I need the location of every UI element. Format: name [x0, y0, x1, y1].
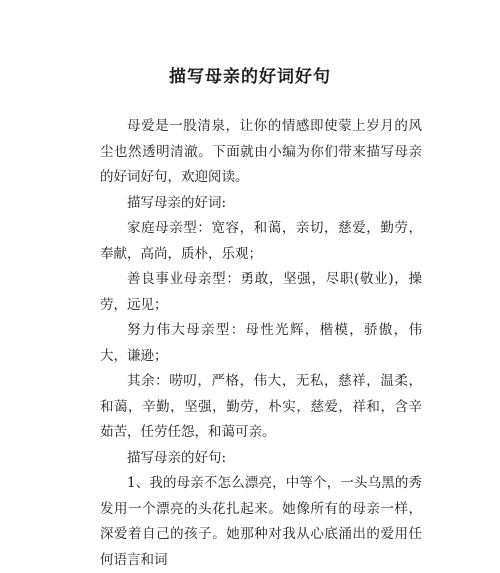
paragraph-career-mother: 善良事业母亲型：勇敢，坚强，尽职(敬业)，操劳，远见；: [100, 271, 422, 313]
document-title: 描写母亲的好词好句: [169, 67, 331, 87]
paragraph-other-words: 其余：唠叨，严格，伟大，无私，慈祥，温柔，和蔼，辛勤，坚强，勤劳，朴实，慈爱，祥和，含辛茹苦，任劳任怨，和蔼可亲。: [100, 373, 422, 440]
paragraph-family-mother: 家庭母亲型：宽容，和蔼，亲切，慈爱，勤劳，奉献，高尚，质朴，乐观；: [100, 220, 422, 262]
paragraph-sentence-1: 1、我的母亲不怎么漂亮，中等个，一头乌黑的秀发用一个漂亮的头花扎起来。她像所有的母亲一样，深爱着自己的孩子。她那种对我从心底涌出的爱用任何语言和词: [100, 475, 422, 568]
intro-paragraph: 母爱是一股清泉，让你的情感即使蒙上岁月的风尘也然透明清澈。下面就由小编为你们带来描写母亲的好词好句，欢迎阅读。: [100, 118, 422, 185]
paragraph-great-mother: 努力伟大母亲型：母性光辉，楷模，骄傲，伟大，谦逊；: [100, 322, 422, 364]
section-heading-words: 描写母亲的好词:: [127, 194, 227, 211]
section-heading-sentences: 描写母亲的好句:: [127, 449, 227, 466]
document-body: [100, 114, 422, 573]
